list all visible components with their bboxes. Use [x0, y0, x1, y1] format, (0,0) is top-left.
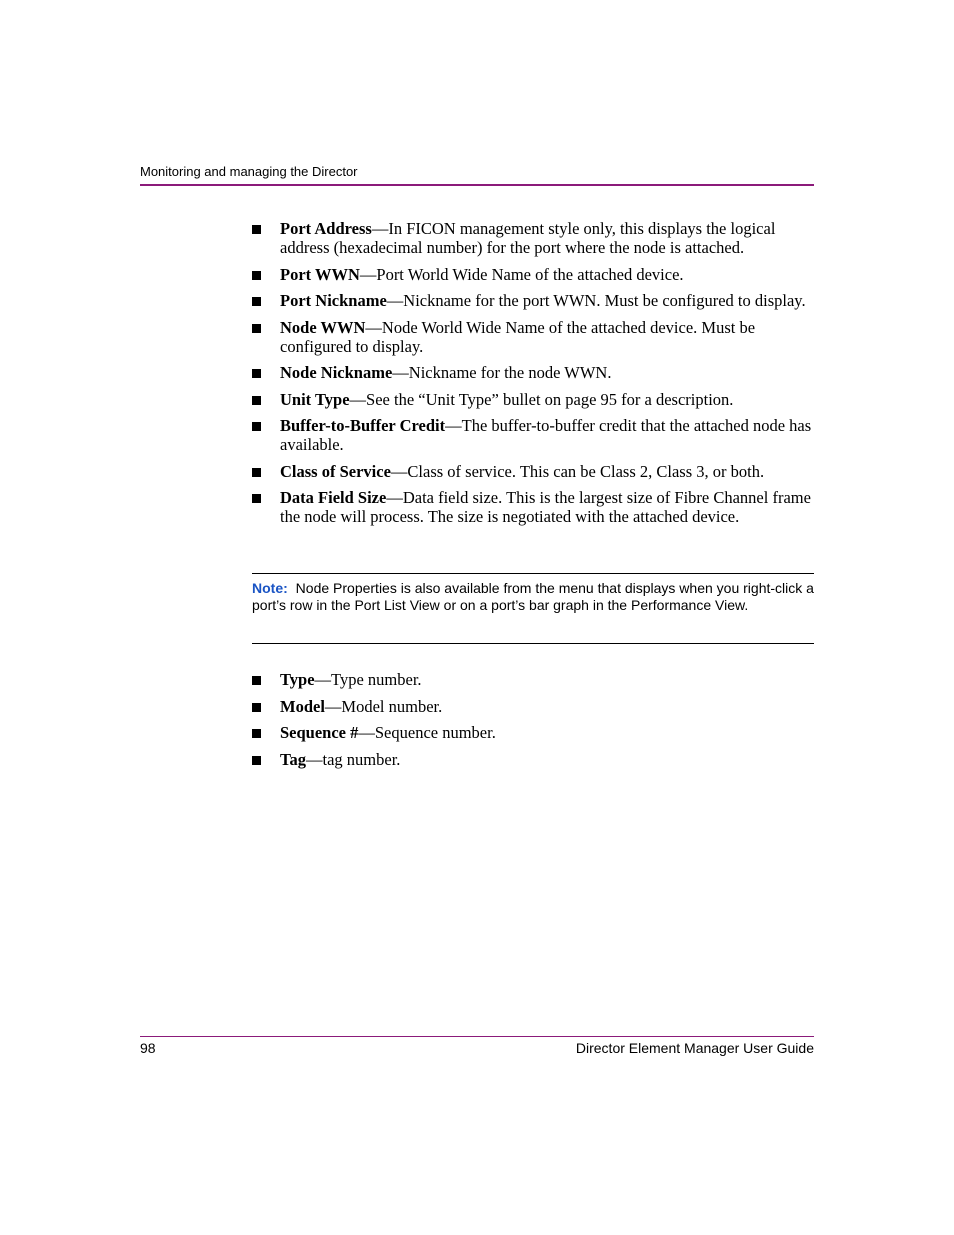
item-term: Model — [280, 696, 325, 716]
note-rule-bottom — [252, 643, 814, 644]
square-bullet-icon — [252, 494, 261, 503]
list-item — [252, 265, 814, 284]
list-item — [252, 291, 814, 310]
item-description: —The buffer-to-buffer credit that the attached node has available. — [280, 416, 812, 454]
item-term: Buffer-to-Buffer Credit — [280, 416, 446, 435]
note-label: Note: — [252, 580, 288, 596]
list-item — [252, 697, 814, 716]
item-term: Class of Service — [280, 461, 391, 481]
item-description: —Port World Wide Name of the attached device. — [359, 264, 684, 284]
list-item — [252, 670, 814, 689]
square-bullet-icon — [252, 468, 261, 477]
item-description: —Sequence number. — [358, 723, 496, 742]
item-term: Node Nickname — [280, 363, 393, 382]
page-number: 98 — [140, 1040, 156, 1056]
square-bullet-icon — [252, 297, 261, 306]
footer-rule — [140, 1036, 814, 1037]
square-bullet-icon — [252, 396, 261, 405]
item-term: Data Field Size — [280, 488, 387, 507]
item-term: Port WWN — [280, 264, 360, 284]
list-item — [252, 750, 814, 769]
item-description: —Node World Wide Name of the attached device. Must be configured to display. — [280, 317, 756, 356]
item-term: Sequence # — [280, 723, 359, 742]
item-description: —Class of service. This can be Class 2, Class 3, or both. — [390, 461, 765, 481]
item-description: —Nickname for the port WWN. Must be configured to display. — [386, 291, 806, 310]
list-item — [252, 416, 814, 454]
note-box — [252, 580, 814, 614]
list-item — [252, 723, 814, 742]
item-description: —Model number. — [324, 696, 443, 716]
square-bullet-icon — [252, 422, 261, 431]
list-item — [252, 219, 814, 257]
square-bullet-icon — [252, 756, 261, 765]
note-text: Node Properties is also available from the menu that displays when you right-click a port’s row in the Port List View or on a port’s bar graph in the Performance View. — [252, 580, 814, 613]
item-term: Type — [280, 670, 315, 689]
item-description: —In FICON management style only, this displays the logical address (hexadecimal number) for the port where the node is attached. — [280, 219, 776, 257]
item-term: Unit Type — [280, 389, 350, 409]
square-bullet-icon — [252, 703, 261, 712]
item-description: —tag number. — [306, 749, 401, 769]
item-term: Tag — [280, 749, 306, 769]
item-description: —Nickname for the node WWN. — [392, 363, 612, 382]
note-rule-top — [252, 573, 814, 574]
square-bullet-icon — [252, 729, 261, 738]
property-list-secondary — [252, 670, 814, 776]
square-bullet-icon — [252, 225, 261, 234]
square-bullet-icon — [252, 324, 261, 333]
list-item — [252, 363, 814, 382]
square-bullet-icon — [252, 676, 261, 685]
running-header: Monitoring and managing the Director — [140, 164, 358, 179]
item-term: Port Address — [280, 219, 372, 238]
list-item — [252, 390, 814, 409]
book-title: Director Element Manager User Guide — [575, 1040, 814, 1056]
item-term: Port Nickname — [280, 291, 387, 310]
square-bullet-icon — [252, 271, 261, 280]
property-list — [252, 219, 814, 534]
list-item — [252, 318, 814, 356]
item-description: —Type number. — [314, 670, 422, 689]
item-description: —See the “Unit Type” bullet on page 95 for a description. — [349, 389, 734, 409]
header-rule — [140, 184, 814, 186]
square-bullet-icon — [252, 369, 261, 378]
list-item — [252, 488, 814, 526]
item-term: Node WWN — [280, 317, 366, 337]
item-description: —Data field size. This is the largest size of Fibre Channel frame the node will process. The size is negotiated with the attached device. — [280, 488, 811, 526]
list-item — [252, 462, 814, 481]
